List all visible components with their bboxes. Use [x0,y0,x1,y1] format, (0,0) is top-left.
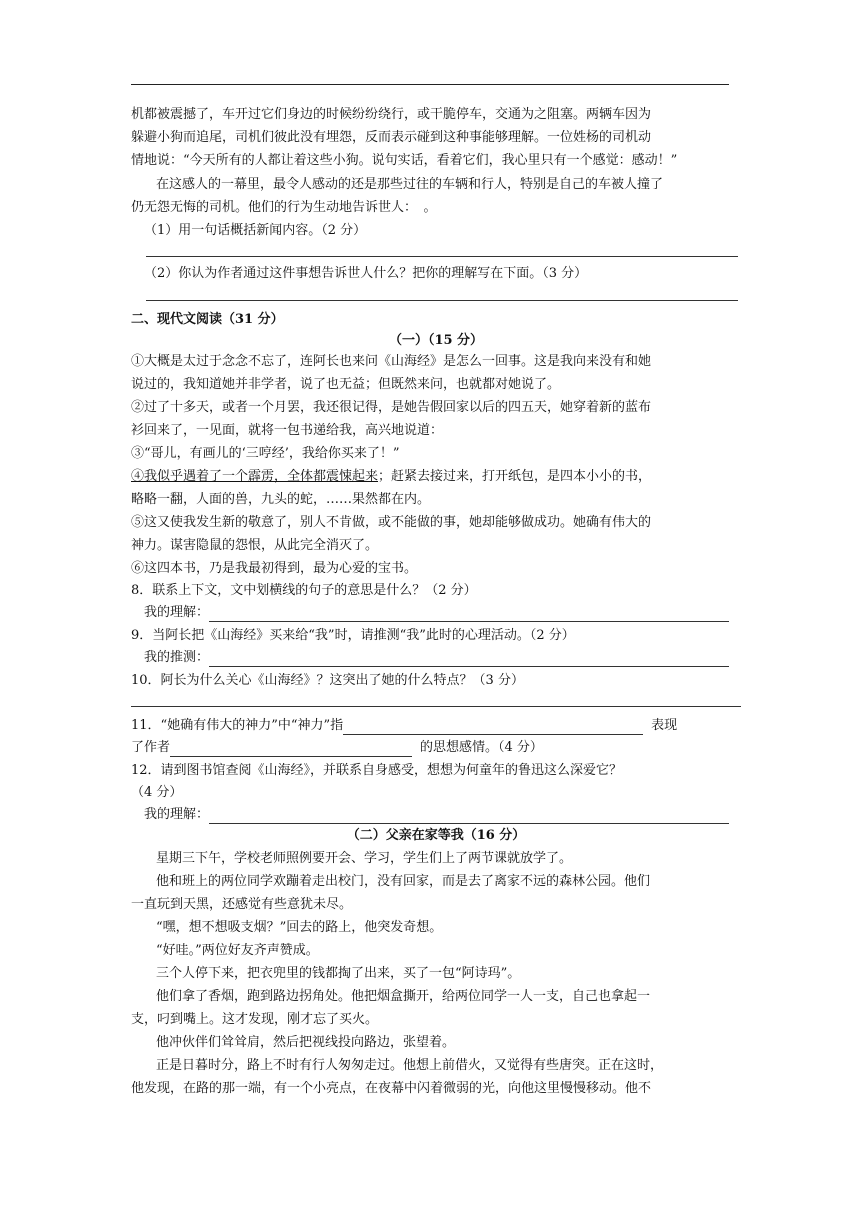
answer-prompt [131,648,754,667]
paragraph-line: 略略一翻，人面的兽，九头的蛇，……果然都在内。 [131,492,431,507]
answer-prompt [131,805,754,824]
answer-prompt [131,603,754,622]
answer-blank[interactable] [343,720,643,735]
question-text: 了作者 [131,740,171,755]
answer-line[interactable] [146,300,738,301]
paragraph-line: ①大概是太过于念念不忘了，连阿长也来问《山海经》是怎么一回事。这是我向来没有和她 [131,354,652,369]
story-line: 他发现，在路的那一端，有一个小亮点，在夜幕中闪着微弱的光，向他这里慢慢移动。他不 [131,1081,652,1096]
story-line: 一直玩到天黑，还感觉有些意犹未尽。 [131,897,353,912]
story-line: 星期三下午，学校老师照例要开会、学习，学生们上了两节课就放学了。 [156,851,573,866]
answer-label: 我的推测： [144,650,210,665]
part1-title: （一）（15 分） [388,333,484,348]
underlined-sentence: ④我似乎遇着了一个霹雳，全体都震悚起来 [131,469,379,484]
answer-line[interactable] [146,256,738,257]
passage-line: 仍无怨无悔的司机。他们的行为生动地告诉世人： 。 [131,200,437,215]
story-line: “好哇。”两位好友齐声赞成。 [156,943,319,958]
question-12: 12．请到图书馆查阅《山海经》，并联系自身感受，想想为何童年的鲁迅这么深爱它？ [131,763,623,778]
paragraph-line: ⑥这四本书，乃是我最初得到，最为心爱的宝书。 [131,561,418,576]
question-10: 10．阿长为什么关心《山海经》？这突出了她的什么特点？（3 分） [131,673,524,688]
top-rule [131,84,729,85]
paragraph-line: ②过了十多天，或者一个月罢，我还很记得，是她告假回家以后的四五天，她穿着新的蓝布 [131,400,652,415]
story-line: “嘿，想不想吸支烟？”回去的路上，他突发奇想。 [156,920,443,935]
answer-blank[interactable] [170,742,412,757]
paragraph-line: ⑤这又使我发生新的敬意了，别人不肯做，或不能做的事，她却能够做成功。她确有伟大的 [131,515,652,530]
answer-line[interactable] [209,652,729,667]
passage-line: 躲避小狗而追尾，司机们彼此没有埋怨，反而表示碰到这种事能够理解。一位姓杨的司机动 [131,130,652,145]
paragraph-line: ③“哥儿，有画儿的‘三哼经’，我给你买来了！” [131,446,400,461]
question-8: 8．联系上下文，文中划横线的句子的意思是什么？（2 分） [131,583,477,598]
question-news-1: （1）用一句话概括新闻内容。（2 分） [144,223,367,238]
answer-label: 我的理解： [144,807,210,822]
paragraph-line [131,467,741,486]
paragraph-line: 说过的，我知道她并非学者，说了也无益；但既然来问，也就都对她说了。 [131,377,561,392]
paragraph-line: 神力。谋害隐鼠的怨恨，从此完全消灭了。 [131,538,379,553]
story-line: 他冲伙伴们耸耸肩，然后把视线投向路边，张望着。 [156,1035,456,1050]
story-line: 正是日暮时分，路上不时有行人匆匆走过。他想上前借火，又觉得有些唐突。正在这时， [156,1058,664,1073]
question-text: 表现 [651,718,678,733]
part2-title: （二）父亲在家等我（16 分） [346,828,526,843]
question-12-score: （4 分） [131,785,183,800]
question-11-cont [131,738,741,757]
question-text: 的思想感情。（4 分） [420,740,543,755]
passage-line: 情地说：“今天所有的人都让着这些小狗。说句实话，看着它们，我心里只有一个感觉：感动！” [131,153,678,168]
story-line: 三个人停下来，把衣兜里的钱都掏了出来，买了一包“阿诗玛”。 [156,966,521,981]
question-9: 9．当阿长把《山海经》买来给“我”时，请推测“我”此时的心理活动。（2 分） [131,628,575,643]
paragraph-line: 衫回来了，一见面，就将一包书递给我，高兴地说道： [131,423,444,438]
passage-line: 机都被震撼了，车开过它们身边的时候纷纷绕行，或干脆停车，交通为之阻塞。两辆车因为 [131,107,652,122]
passage-line: 在这感人的一幕里，最令人感动的还是那些过往的车辆和行人，特别是自己的车被人撞了 [156,177,664,192]
question-11 [131,716,741,735]
section-title: 二、现代文阅读（31 分） [131,312,284,327]
answer-line[interactable] [131,706,741,707]
story-line: 支，叼到嘴上。这才发现，刚才忘了买火。 [131,1012,379,1027]
story-line: 他和班上的两位同学欢蹦着走出校门，没有回家，而是去了离家不远的森林公园。他们 [156,874,651,889]
answer-line[interactable] [209,809,729,824]
paragraph-text: ；赶紧去接过来，打开纸包，是四本小小的书， [378,469,652,484]
story-line: 他们拿了香烟，跑到路边拐角处。他把烟盒撕开，给两位同学一人一支，自己也拿起一 [156,989,651,1004]
answer-label: 我的理解： [144,605,210,620]
answer-line[interactable] [209,607,729,622]
question-news-2: （2）你认为作者通过这件事想告诉世人什么？把你的理解写在下面。（3 分） [144,266,588,281]
question-text: 11．“她确有伟大的神力”中“神力”指 [131,718,344,733]
